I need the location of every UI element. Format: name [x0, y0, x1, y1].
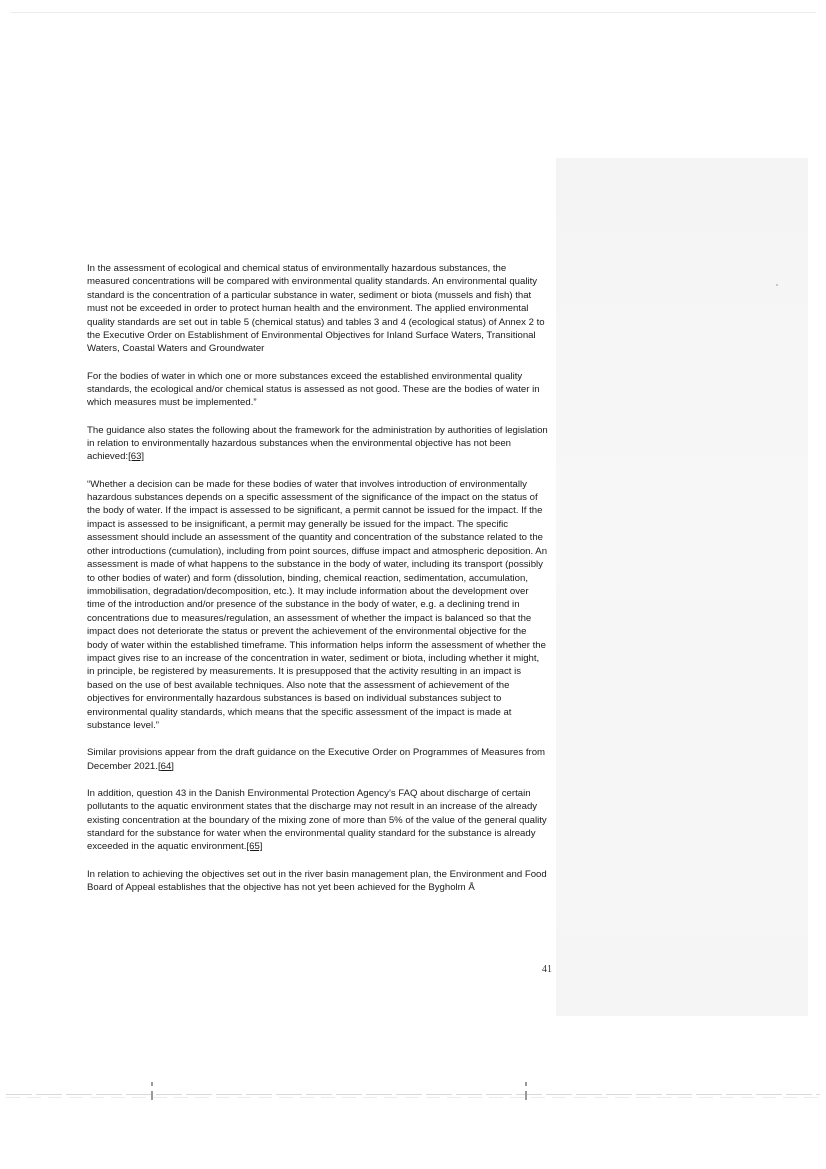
paragraph-text: In relation to achieving the objectives set out in the river basin management plan, the Environment and Food Board of Appeal establishes that the objective has not yet been achieved for the Bygholm Å — [87, 868, 547, 894]
scan-speck — [776, 284, 778, 286]
paragraph-assessment-standards — [87, 262, 549, 356]
paragraph-text: The guidance also states the following about the framework for the administration by authorities of legislation in relation to environmentally hazardous substances when the environmental objective has not been achieved: — [87, 424, 548, 463]
scan-shading — [556, 158, 808, 1016]
bottom-scan-border-secondary — [6, 1097, 820, 1098]
paragraph-faq-question-43 — [87, 787, 549, 854]
scan-tick-mark — [525, 1091, 527, 1100]
paragraph-text: For the bodies of water in which one or more substances exceed the established environmental quality standards, the ecological and/or chemical status is assessed as not good. These are the bodies of water in which measures must be implemented.” — [87, 370, 540, 409]
paragraph-board-of-appeal — [87, 868, 549, 895]
paragraph-text: In the assessment of ecological and chemical status of environmentally hazardous substances, the measured concentrations will be compared with environmental quality standards. An environmental quality standard is the concentration of a particular substance in water, sediment or biota (mussels and fish) that must not be exceeded in order to protect human health and the environment. The applied environmental quality standards are set out in table 5 (chemical status) and tables 3 and 4 (ecological status) of Annex 2 to the Executive Order on Establishment of Environmental Objectives for Inland Surface Waters, Transitional Waters, Coastal Waters and Groundwater — [87, 263, 545, 355]
page-number: 41 — [542, 964, 552, 975]
body-text — [87, 262, 549, 908]
paragraph-quoted-guidance — [87, 478, 549, 733]
paragraph-text: Similar provisions appear from the draft guidance on the Executive Order on Programmes of Measures from December 2021. — [87, 747, 546, 772]
scan-tick-mark — [151, 1091, 153, 1100]
paragraph-text: In addition, question 43 in the Danish Environmental Protection Agency’s FAQ about discharge of certain pollutants to the aquatic environment states that the discharge may not result in an increase of the already existing concentration at the boundary of the mixing zone of more than 5% of the value of the general quality standard for the substance for water when the environmental quality standard for the substance is already exceeded in the aquatic environment. — [87, 787, 547, 853]
paragraph-guidance-framework — [87, 424, 549, 464]
footnote-link-64[interactable]: [64] — [157, 760, 174, 772]
scan-tick-mark — [525, 1082, 527, 1086]
footnote-link-65[interactable]: [65] — [246, 841, 263, 853]
paragraph-draft-guidance — [87, 746, 549, 773]
footnote-link-63[interactable]: [63] — [128, 451, 145, 463]
top-scan-border — [10, 12, 816, 13]
paragraph-text: “Whether a decision can be made for these bodies of water that involves introduction of environmentally hazardous substances depends on a specific assessment of the significance of the impact on the status of the body of water. If the impact is assessed to be significant, a permit cannot be issued for the impact. If the impact is assessed to be insignificant, a permit may generally be issued for the impact. The specific assessment should include an assessment of the quantity and concentration of the substance related to the other introductions (cumulation), including from point sources, diffuse impact and atmospheric deposition. An assessment is made of what happens to the substance in the body of water, including its transport (possibly to other bodies of water) and form (dissolution, binding, chemical reaction, sedimentation, accumulation, immobilisation, degradation/decomposition, etc.). It may include information about the development over time of the introduction and/or presence of the substance in the body of water, e.g. a declining trend in concentrations due to measures/regulation, an assessment of whether the impact is balanced so that the impact does not deteriorate the status or prevent the achievement of the environmental objective for the body of water within the established timeframe. This information helps inform the assessment of whether the impact gives rise to an increase of the concentration in water, sediment or biota, including whether it might, in principle, be registered by measurements. It is presupposed that the activity resulting in an impact is based on the use of best available techniques. Also note that the assessment of achievement of the objectives for environmentally hazardous substances is based on individual substances subject to environmental quality standards, which means that the specific assessment of the impact is made at substance level.” — [87, 478, 548, 731]
paragraph-bodies-of-water — [87, 370, 549, 410]
bottom-scan-border — [6, 1094, 820, 1095]
scan-tick-mark — [151, 1082, 153, 1086]
